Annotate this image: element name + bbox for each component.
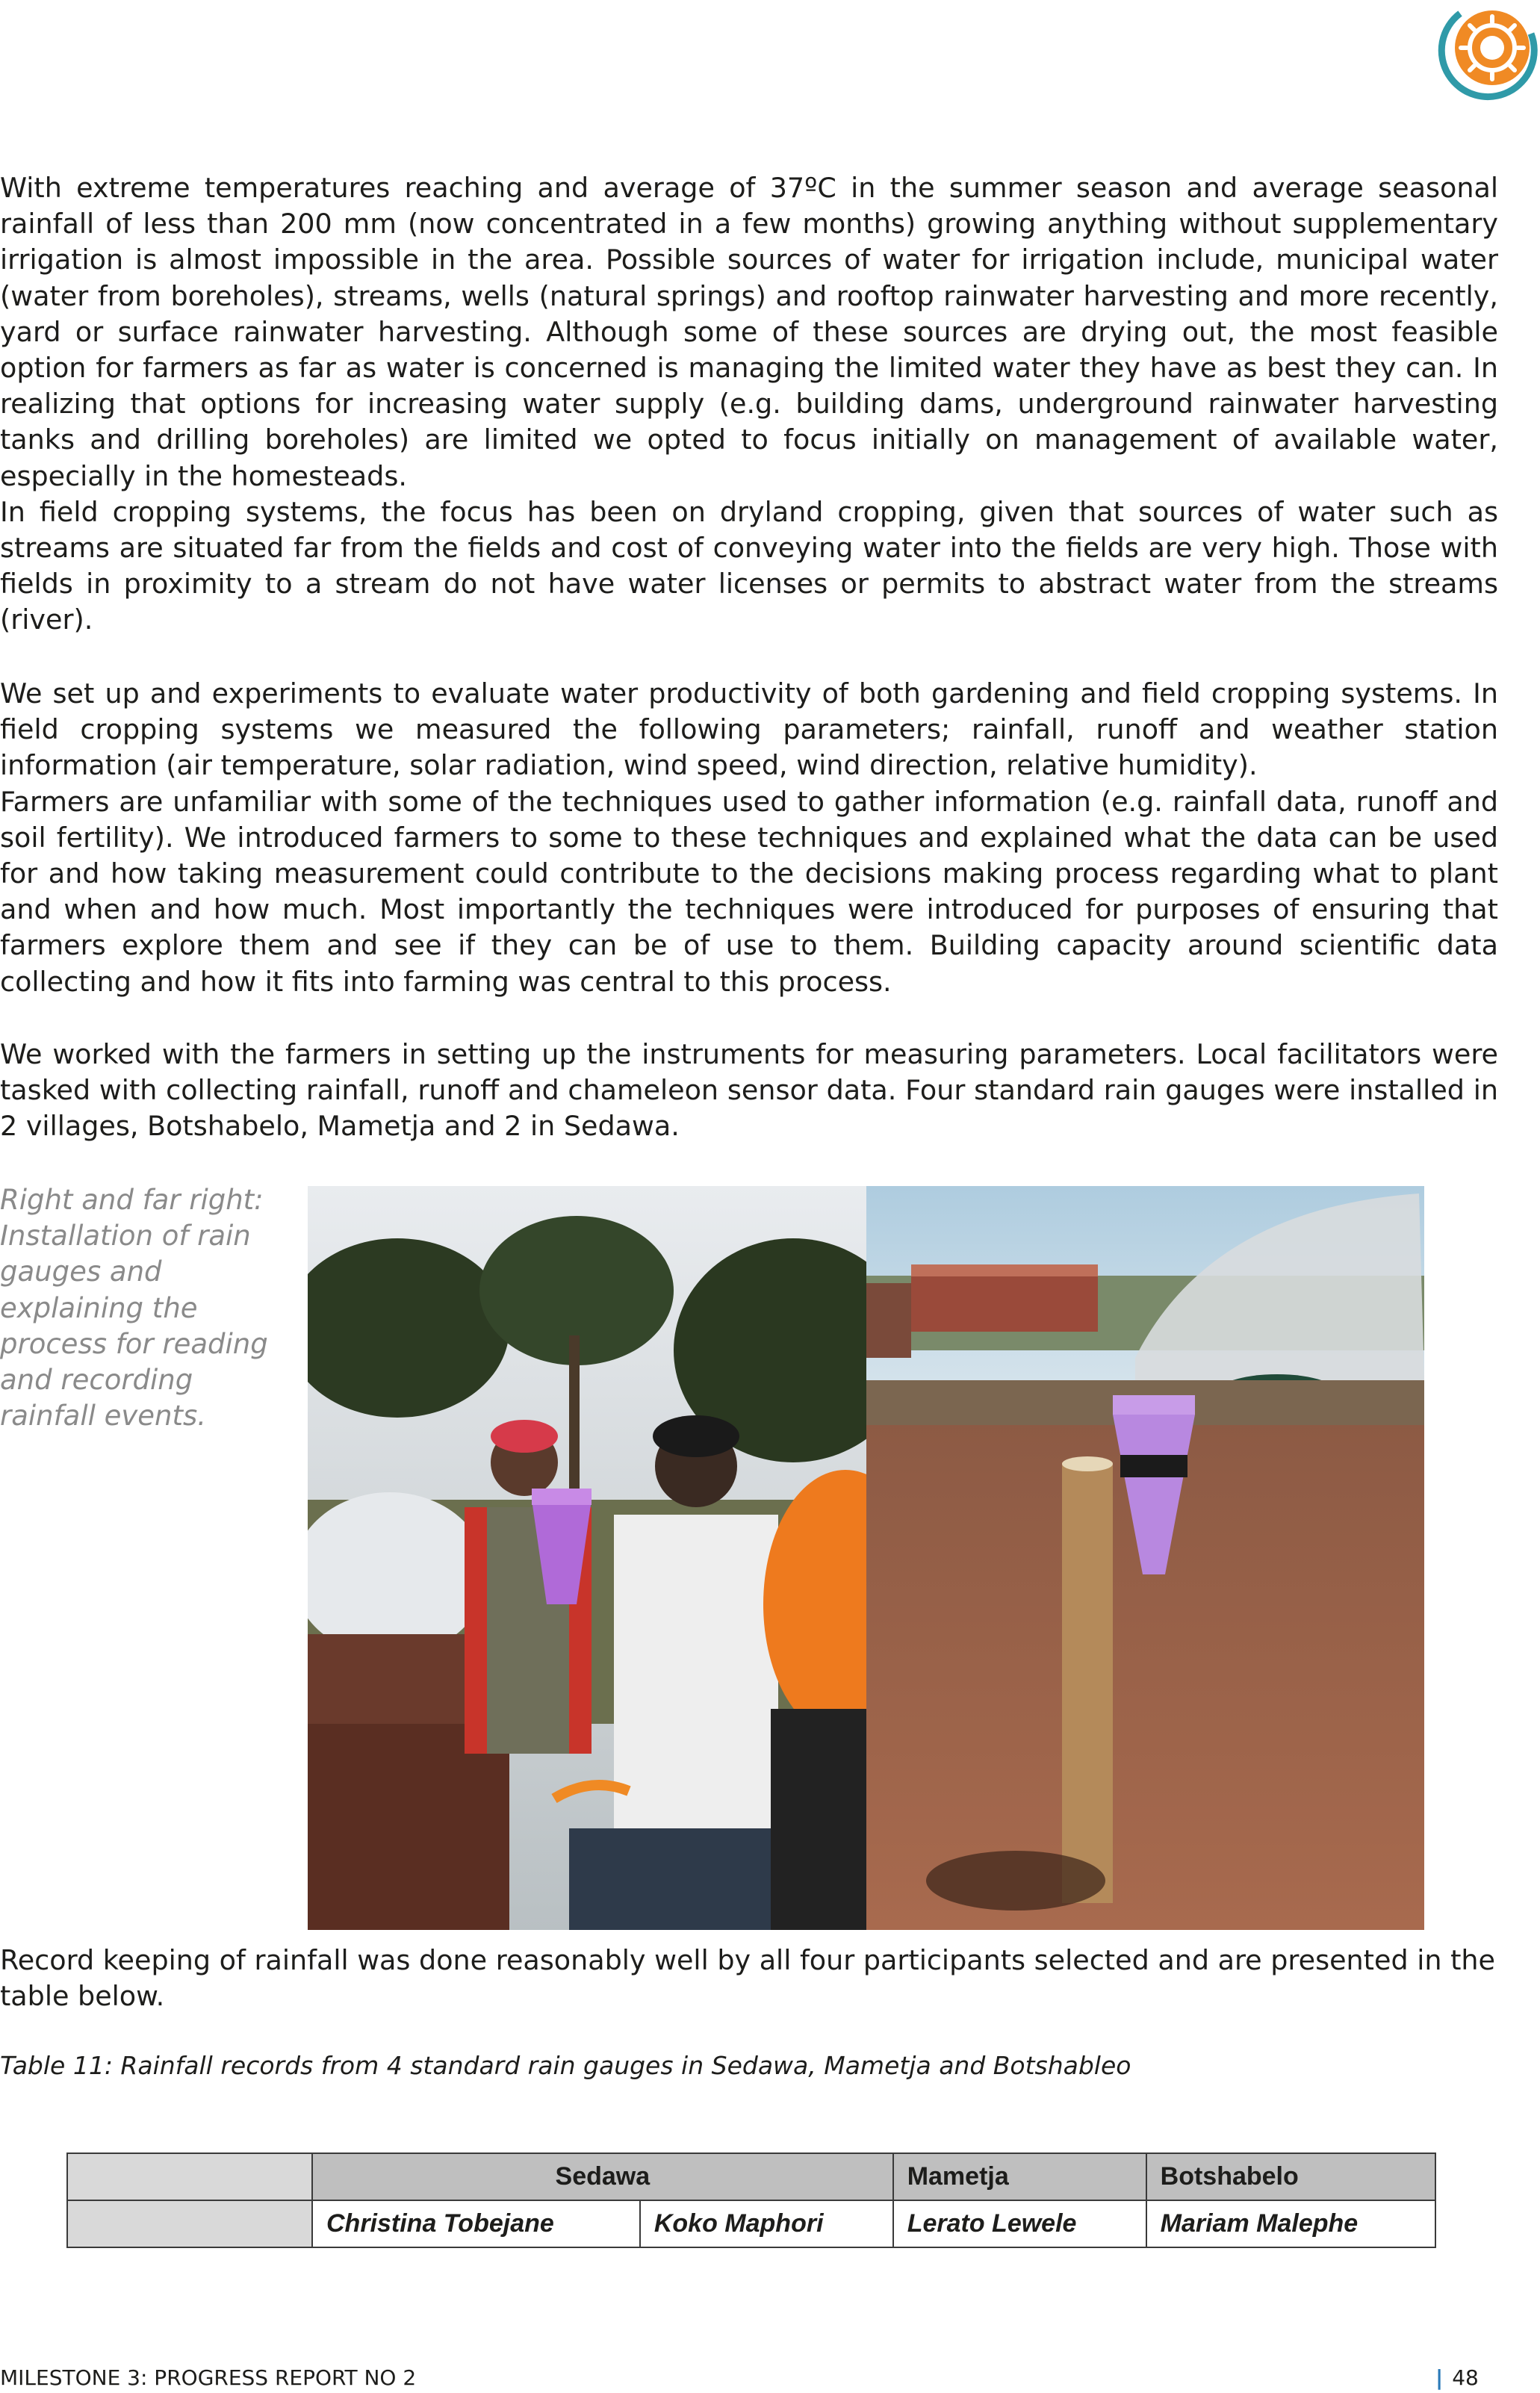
- footer-separator: |: [1435, 2365, 1444, 2390]
- paragraph-farmer-techniques: Farmers are unfamiliar with some of the techniques used to gather information (e.g. rainfall data, runoff and soil fertility). We introduced farmers to some to these techniques and explained what the data can be used for and how taking measurement could contribute to the decisions making process regarding what to plant and when and how much. Most importantly the techniques were introduced for purposes of ensuring that farmers explore them and see if they can be of use to them. Building capacity around scientific data collecting and how it fits into farming was central to this process.: [0, 785, 1498, 998]
- paragraph-field-cropping: In field cropping systems, the focus has been on dryland cropping, given that sources of water such as streams are situated far from the fields and cost of conveying water into the fields are very high. Those with fields in proximity to a stream do not have water licenses or permits to abstract water from the streams (river).: [0, 495, 1498, 636]
- table-participants-row: [67, 2200, 1435, 2247]
- photo-people-image: [308, 1186, 866, 1930]
- participant-cell: Mariam Malephe: [1146, 2200, 1435, 2247]
- participant-cell: Christina Tobejane: [312, 2200, 640, 2247]
- footer-report-title: MILESTONE 3: PROGRESS REPORT NO 2: [0, 2365, 417, 2390]
- sun-logo: [1419, 0, 1539, 105]
- table-header-row: [67, 2153, 1435, 2200]
- photo-rain-gauge-explanation: [308, 1186, 866, 1930]
- intro-text-block: [0, 170, 1498, 639]
- header-mametja: Mametja: [893, 2153, 1146, 2200]
- photo-caption: Right and far right: Installation of rain gauges and explaining the process for reading and recording rainfall events.: [0, 1184, 268, 1433]
- table-caption: Table 11: Rainfall records from 4 standard rain gauges in Sedawa, Mametja and Botshableo: [0, 2051, 1131, 2080]
- participant-cell: Lerato Lewele: [893, 2200, 1146, 2247]
- footer-page-number: [1435, 2365, 1479, 2390]
- photo-gauge-image: [866, 1186, 1424, 1930]
- page-number: 48: [1452, 2365, 1479, 2390]
- sun-logo-icon: [1419, 0, 1539, 105]
- experiments-text-block: [0, 676, 1498, 1000]
- paragraph-experiments: We set up and experiments to evaluate water productivity of both gardening and field cropping systems. In field cropping systems we measured the following parameters; rainfall, runoff and weather station information (air temperature, solar radiation, wind speed, wind direction, relative humidity).: [0, 677, 1498, 782]
- header-botshabelo: Botshabelo: [1146, 2153, 1435, 2200]
- photo-installed-rain-gauge: [866, 1186, 1424, 1930]
- participant-cell: Koko Maphori: [640, 2200, 893, 2247]
- paragraph-record-keeping: Record keeping of rainfall was done reasonably well by all four participants selected and are presented in the table below.: [0, 1944, 1495, 2013]
- table-corner-cell-2: [67, 2200, 312, 2247]
- table-corner-cell: [67, 2153, 312, 2200]
- rainfall-table: [66, 2153, 1436, 2248]
- paragraph-water-sources: With extreme temperatures reaching and average of 37ºC in the summer season and average seasonal rainfall of less than 200 mm (now concentrated in a few months) growing anything without supplementary irrigation is almost impossible in the area. Possible sources of water for irrigation include, municipal water (water from boreholes), streams, wells (natural springs) and rooftop rainwater harvesting and more recently, yard or surface rainwater harvesting. Although some of these sources are drying out, the most feasible option for farmers as far as water is concerned is managing the limited water they have as best they can. In realizing that options for increasing water supply (e.g. building dams, underground rainwater harvesting tanks and drilling boreholes) are limited we opted to focus initially on management of available water, especially in the homesteads.: [0, 172, 1498, 492]
- header-sedawa: Sedawa: [312, 2153, 893, 2200]
- instruments-text-block: [0, 1037, 1498, 1145]
- paragraph-instruments: We worked with the farmers in setting up the instruments for measuring parameters. Local facilitators were tasked with collecting rainfall, runoff and chameleon sensor data. Four standard rain gauges were installed in 2 villages, Botshabelo, Mametja and 2 in Sedawa.: [0, 1038, 1498, 1143]
